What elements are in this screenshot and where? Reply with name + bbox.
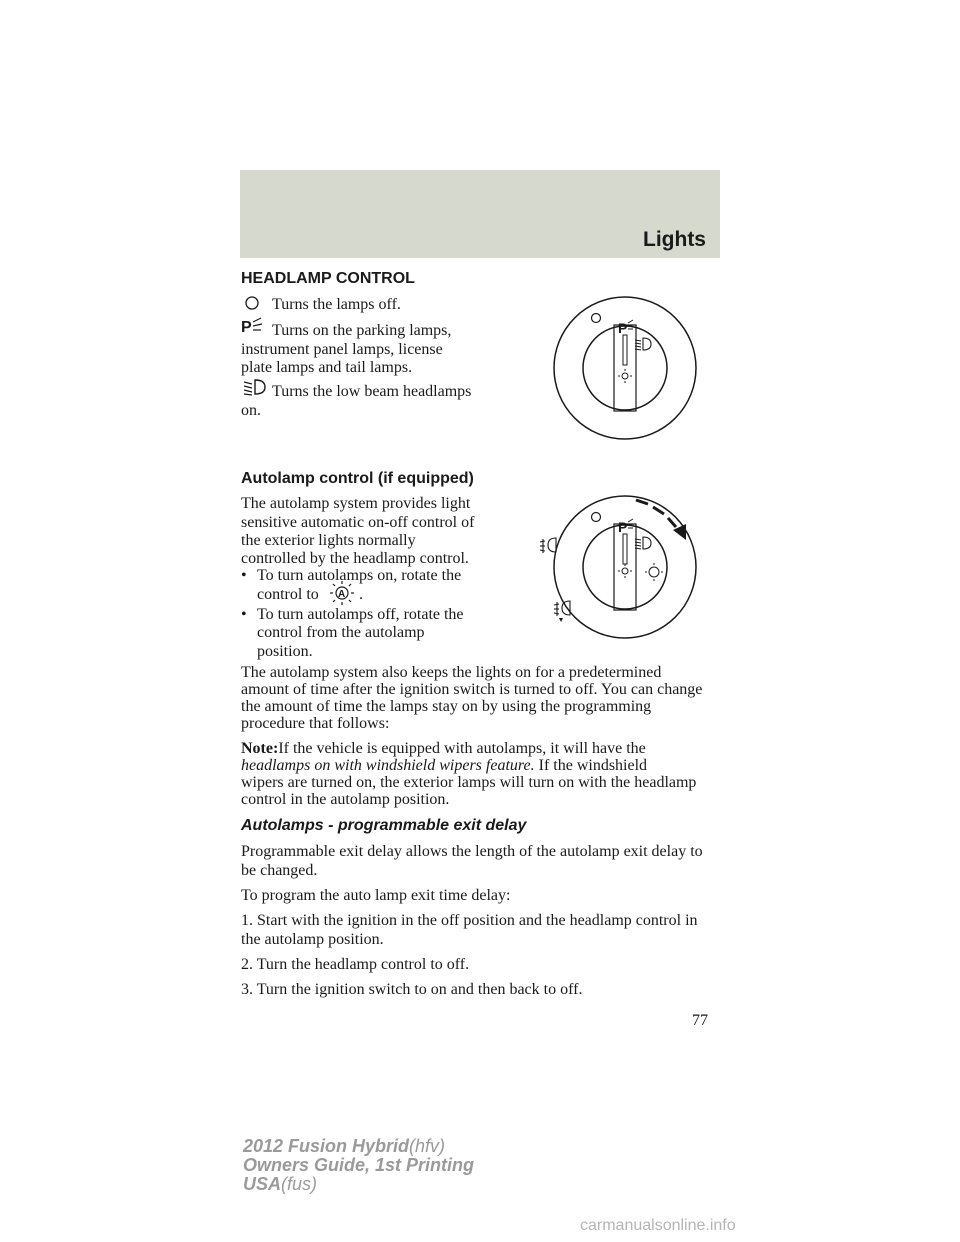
lamps-off-icon [245,296,261,312]
fig2-autolamp-icon [645,563,663,581]
footer-line-2: Owners Guide, 1st Printing [243,1155,475,1175]
fig2-parking-label: P [618,519,628,535]
autolamp-para-4: procedure that follows: [241,715,390,732]
bullet-2-line-1: To turn autolamps off, rotate the [257,606,464,623]
note-label: Note: [241,740,279,757]
exit-delay-heading: Autolamps - programmable exit delay [241,817,527,834]
footer-market: USA [243,1174,282,1194]
bullet-dot: • [241,567,247,584]
autolamp-intro-1: The autolamp system provides light [241,495,471,512]
step-2: 2. Turn the headlamp control to off. [241,956,470,973]
lowbeam-text-2: on. [241,402,261,419]
autolamp-control-figure [528,490,720,642]
autolamp-heading: Autolamp control (if equipped) [241,470,474,487]
autolamp-para-1: The autolamp system also keeps the lights on for a predetermined [241,664,662,681]
bullet-1-period: . [359,586,363,603]
parking-text-2: instrument panel lamps, license [241,341,443,358]
step-3: 3. Turn the ignition switch to on and then back to off. [241,981,583,998]
note-line-4: control in the autolamp position. [241,791,450,808]
autolamp-para-3: the amount of time the lamps stay on by using the programming [241,698,652,715]
autolamp-para-2: amount of time after the ignition switch is turned to off. You can change [241,681,703,698]
page-number: 77 [692,1012,708,1029]
autolamp-intro-2: sensitive automatic on-off control of [241,514,475,531]
note-line-1 [241,740,646,757]
footer-model: 2012 Fusion Hybrid [243,1136,410,1156]
parking-text-1: Turns on the parking lamps, [272,322,452,339]
exit-delay-p2: To program the auto lamp exit time delay: [241,887,511,904]
document-footer [243,1137,474,1194]
autolamp-intro-3: the exterior lights normally [241,532,416,549]
watermark: carmanualsonline.info [580,1217,736,1234]
bullet-1-line-2: control to [257,586,319,603]
note-text-2: If the windshield [538,757,648,774]
fig1-parking-label: P [618,320,628,336]
step-1-line-2: the autolamp position. [241,931,384,948]
svg-text:P: P [241,319,252,336]
step-1-line-1: 1. Start with the ignition in the off position and the headlamp control in [241,912,698,929]
fig1-low-beam-icon [635,338,651,350]
headlamp-heading: HEADLAMP CONTROL [241,270,415,287]
section-header-band [240,170,720,258]
note-italic: headlamps on with windshield wipers feature. [241,757,535,774]
note-line-2 [241,757,647,774]
note-text-1: If the vehicle is equipped with autolamps, it will have the [278,740,646,757]
off-text: Turns the lamps off. [272,296,401,313]
footer-line-3 [243,1175,474,1194]
exit-delay-p1-2: be changed. [241,862,318,879]
footer-model-code: (hfv) [409,1136,446,1156]
autolamp-icon [329,580,355,606]
low-beam-icon [241,378,267,396]
autolamp-intro-4: controlled by the headlamp control. [241,550,469,567]
fig2-low-beam-icon [635,537,651,549]
bullet-2-line-2: control from the autolamp [257,624,425,641]
section-title: Lights [643,228,706,251]
bullet-dot: • [241,606,247,623]
exit-delay-p1-1: Programmable exit delay allows the length of the autolamp exit delay to [241,843,703,860]
fig2-fog-lamp-icon [540,538,556,553]
bullet-1-line-1: To turn autolamps on, rotate the [257,567,462,584]
footer-line-1 [243,1137,474,1156]
parking-lamps-icon [241,316,267,336]
note-line-3: wipers are turned on, the exterior lamps will turn on with the headlamp [241,774,697,791]
parking-text-3: plate lamps and tail lamps. [241,359,413,376]
bullet-2-line-3: position. [257,643,313,660]
lowbeam-text-1: Turns the low beam headlamps [272,383,472,400]
footer-market-code: (fus) [281,1174,318,1194]
headlamp-control-figure [530,295,720,445]
autolamp-icon-label: A [338,589,346,600]
